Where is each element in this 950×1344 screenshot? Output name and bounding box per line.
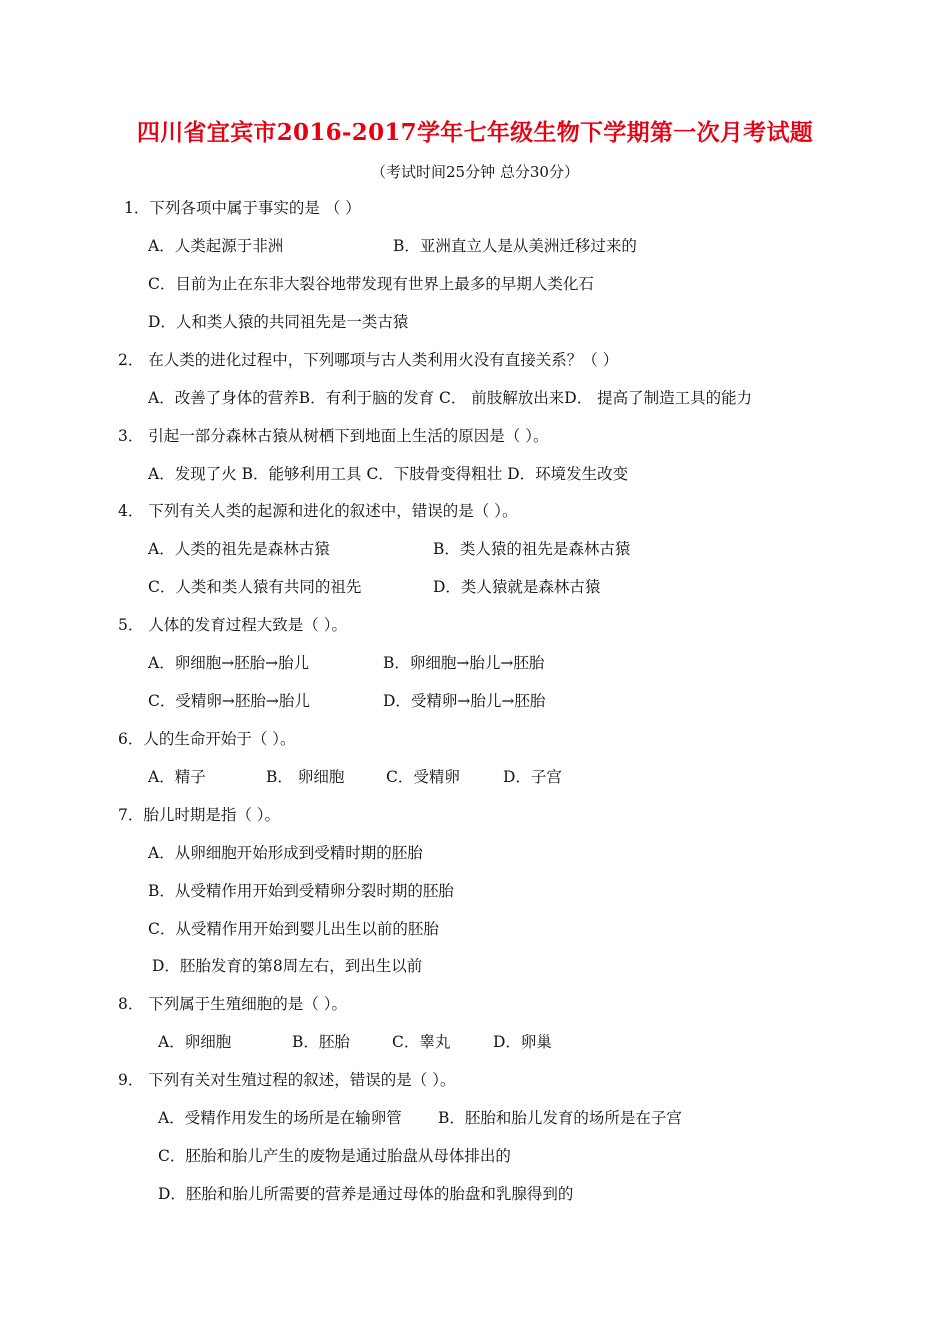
question-1-option-d: D．人和类人猿的共同祖先是一类古猿 [148, 313, 409, 331]
question-4-stem: 4． 下列有关人类的起源和进化的叙述中，错误的是（ ）。 [118, 502, 518, 520]
exam-title: 四川省宜宾市2016-2017学年七年级生物下学期第一次月考试题 [136, 119, 814, 146]
question-1-stem: 1．下列各项中属于事实的是 （ ） [124, 199, 361, 217]
question-4-option-d: D．类人猿就是森林古猿 [433, 578, 601, 596]
question-3-stem: 3． 引起一部分森林古猿从树栖下到地面上生活的原因是（ ）。 [118, 427, 549, 445]
question-6-option-a: A．精子 [148, 768, 206, 786]
question-9-option-b: B．胚胎和胎儿发育的场所是在子宫 [438, 1109, 682, 1127]
question-6-option-c: C．受精卵 [386, 768, 460, 786]
question-5-stem: 5． 人体的发育过程大致是（ ）。 [118, 616, 347, 634]
question-4-option-c: C．人类和类人猿有共同的祖先 [148, 578, 362, 596]
question-7-option-d: D．胚胎发育的第8周左右，到出生以前 [152, 957, 423, 975]
question-5-option-c: C．受精卵→胚胎→胎儿 [148, 692, 310, 710]
question-2-options: A．改善了身体的营养B．有利于脑的发育 C． 前肢解放出来D． 提高了制造工具的能力 [148, 389, 753, 407]
question-7-option-b: B．从受精作用开始到受精卵分裂时期的胚胎 [148, 882, 454, 900]
question-8-option-c: C．睾丸 [392, 1033, 451, 1051]
question-6-option-d: D．子宫 [503, 768, 562, 786]
question-8-option-d: D．卵巢 [493, 1033, 552, 1051]
question-9-option-c: C．胚胎和胎儿产生的废物是通过胎盘从母体排出的 [158, 1147, 511, 1165]
question-6-option-b: B． 卵细胞 [266, 768, 345, 786]
question-3-options: A．发现了火 B．能够利用工具 C．下肢骨变得粗壮 D．环境发生改变 [148, 465, 629, 483]
question-4-option-a: A．人类的祖先是森林古猿 [148, 540, 330, 558]
question-5-option-d: D．受精卵→胎儿→胚胎 [383, 692, 546, 710]
question-7-option-a: A．从卵细胞开始形成到受精时期的胚胎 [148, 844, 423, 862]
question-7-stem: 7．胎儿时期是指（ ）。 [118, 806, 281, 824]
question-1-option-b: B．亚洲直立人是从美洲迁移过来的 [393, 237, 637, 255]
question-5-option-a: A．卵细胞→胚胎→胎儿 [148, 654, 310, 672]
question-5-option-b: B．卵细胞→胎儿→胚胎 [383, 654, 545, 672]
question-9-stem: 9． 下列有关对生殖过程的叙述，错误的是（ ）。 [118, 1071, 456, 1089]
question-9-option-a: A．受精作用发生的场所是在输卵管 [158, 1109, 402, 1127]
question-1-option-c: C．目前为止在东非大裂谷地带发现有世界上最多的早期人类化石 [148, 275, 594, 293]
exam-subtitle: （考试时间25分钟 总分30分） [371, 163, 579, 181]
question-1-option-a: A．人类起源于非洲 [148, 237, 284, 255]
question-6-stem: 6．人的生命开始于（ ）。 [118, 730, 296, 748]
question-7-option-c: C．从受精作用开始到婴儿出生以前的胚胎 [148, 920, 439, 938]
question-8-stem: 8． 下列属于生殖细胞的是（ ）。 [118, 995, 347, 1013]
question-4-option-b: B．类人猿的祖先是森林古猿 [433, 540, 631, 558]
question-9-option-d: D．胚胎和胎儿所需要的营养是通过母体的胎盘和乳腺得到的 [158, 1185, 574, 1203]
question-2-stem: 2． 在人类的进化过程中，下列哪项与古人类利用火没有直接关系？（ ） [118, 351, 619, 369]
question-8-option-a: A．卵细胞 [158, 1033, 232, 1051]
question-8-option-b: B．胚胎 [292, 1033, 350, 1051]
